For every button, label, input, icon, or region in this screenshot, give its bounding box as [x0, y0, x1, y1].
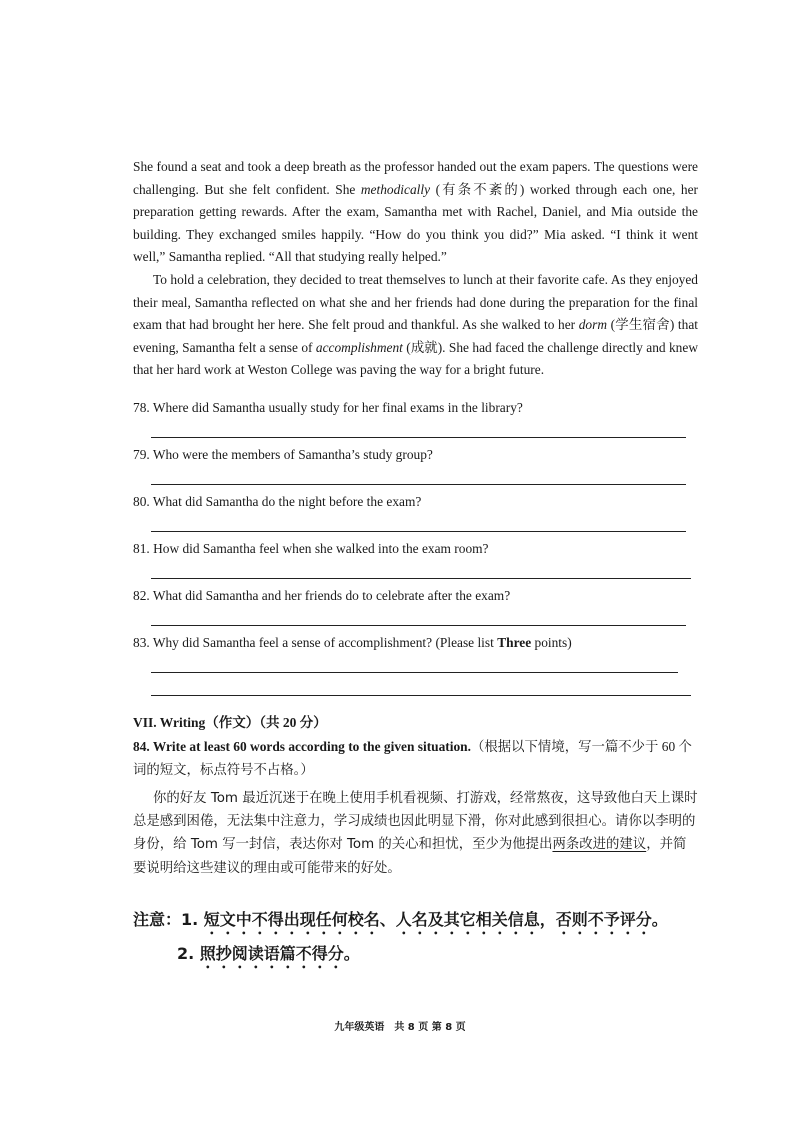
- question-80: 80. What did Samantha do the night before the exam?: [133, 494, 422, 509]
- answer-line-79[interactable]: [151, 484, 686, 485]
- passage-text: (学生宿舍) that evening, Samantha felt a sense of: [133, 317, 698, 355]
- notice-row-2: [133, 938, 668, 972]
- question-78: 78. Where did Samantha usually study for her final exams in the library?: [133, 400, 523, 415]
- writing-scenario: [133, 787, 698, 880]
- question-79: 79. Who were the members of Samantha’s study group?: [133, 447, 433, 462]
- writing-task-note: （根据以下情境，写一篇不少于 60 个词的短文，标点符号不占格。）: [133, 739, 692, 777]
- writing-task-instruction: 84. Write at least 60 words according to the given situation.: [133, 739, 471, 754]
- writing-task: [133, 735, 698, 781]
- passage-text: (有条不紊的) worked through each one, her preparation getting rewards. After the exam, Samantha met with Rachel, Daniel, and Mia outside the building. They exchanged smiles happily. “How do you think you did?” Mia asked. “I think it went well,” Samantha replied. “All that studying really helped.”: [133, 181, 699, 265]
- passage-text: (成就). She had faced the challenge directly and knew that her hard work at Weston College was paving the way for a bright future.: [133, 339, 698, 378]
- answer-line-83-2[interactable]: [151, 695, 691, 696]
- passage-italic-term: accomplishment: [315, 339, 403, 355]
- notice-label: 注意：1.: [133, 910, 204, 929]
- scenario-text: 你的好友 Tom 最近沉迷于在晚上使用手机看视频、打游戏，经常熬夜，这导致他白天上课时总是感到困倦，无法集中注意力，学习成绩也因此明显下滑，你对此感到很担心。请你以李明的身份，给 Tom 写一封信，表达你对 Tom 的关心和担忧，至少为他提出: [133, 791, 698, 853]
- passage-italic-term: methodically: [360, 181, 431, 197]
- passage-paragraph-2: [133, 269, 698, 382]
- question-83-text: 83. Why did Samantha feel a sense of accomplishment? (Please list: [133, 635, 498, 650]
- writing-section-title: VII. Writing（作文）（共 20 分）: [133, 715, 327, 730]
- question-83-text-end: points): [531, 635, 572, 650]
- notice-item-1: 短文中不得出现任何校名、人名及其它相关信息，否则不予评分。: [203, 910, 668, 929]
- passage-paragraph-1: [133, 156, 698, 269]
- notice-row-1: [133, 904, 668, 938]
- question-82: 82. What did Samantha and her friends do to celebrate after the exam?: [133, 588, 511, 603]
- question-83: [133, 635, 572, 651]
- passage-italic-term: dorm: [578, 317, 607, 333]
- notice-block: [133, 904, 668, 972]
- answer-line-80[interactable]: [151, 531, 686, 532]
- passage-text: She found a seat and took a deep breath as the professor handed out the exam papers. The questions were challenging. But she felt confident. She: [133, 159, 698, 197]
- answer-line-81[interactable]: [151, 578, 691, 579]
- answer-line-82[interactable]: [151, 625, 686, 626]
- question-83-bold: Three: [497, 635, 532, 650]
- page-footer: 九年级英语 共 8 页 第 8 页: [334, 1022, 466, 1033]
- notice-item-2-number: 2.: [177, 944, 200, 963]
- scenario-underlined: 两条改进的建议: [552, 837, 647, 853]
- question-81: 81. How did Samantha feel when she walked into the exam room?: [133, 541, 489, 556]
- answer-line-78[interactable]: [151, 437, 686, 438]
- passage-text: To hold a celebration, they decided to treat themselves to lunch at their favorite cafe. As they enjoyed their meal, Samantha reflected on what she and her friends had done during the preparation for the final exam that had brought her here. She felt proud and thankful. As she walked to her: [133, 272, 698, 333]
- answer-line-83-1[interactable]: [151, 672, 678, 673]
- scenario-text-end: ，并简要说明给这些建议的理由或可能带来的好处。: [133, 837, 687, 876]
- notice-item-2: 照抄阅读语篇不得分。: [199, 944, 360, 963]
